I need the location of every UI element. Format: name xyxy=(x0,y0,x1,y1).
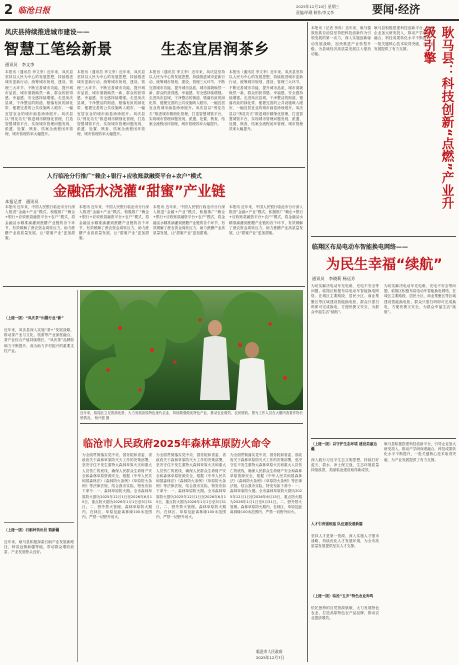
notice-body-col1: 为全面贯彻落实党中央、国务院和省委、省政府关于森林草原防灭火工作的决策部署，坚决守住不发生重特大森林草原火灾和重大人员伤亡的底线，确保人民群众生命财产安全和森林草原资源安全，根据《中华人民共和国森林法》《森林防火条例》《草原防火条例》等法律法规，结合我市实际，特发布如下命令：一、森林草原防火期。全市森林草原防火期为2025年12月1日至2026年6月15日，重点防火期为2026年1月1日至5月31日。二、野外禁火管理。森林草原防火期内，在林区、草原及距离林缘100米范围内，严禁一切野外用火。 xyxy=(82,453,152,520)
section-title: 要闻·经济 xyxy=(372,3,421,16)
article2-byline: 本报记者 通讯员 xyxy=(5,199,39,204)
editor-line: 责编/毕璞 制作/李文李 xyxy=(296,10,334,15)
sidebar-left-title-1: （上接一版）“凤庆茶”出圈行业“新” xyxy=(4,316,64,320)
right-divider-2 xyxy=(311,438,456,439)
section2-kicker: 临翔区布局电动车智能换电网络—— xyxy=(312,244,409,251)
main-column-rule xyxy=(307,22,308,662)
article2-headline: 金融活水浇灌“甜蜜”产业链 xyxy=(53,184,226,200)
article1-headline-left: 智慧工笔绘新景 xyxy=(4,40,113,58)
right-item-title-3: （上接一版）临沧“五乡”特色农业奔鸣 xyxy=(311,594,374,598)
article2-body-col3: 本报讯 近年来，中国人民银行临沧市分行深入推进“金融+产业”模式，积极推广“赖企+银行+应收账款融资平台+农户”模式，将金融活水精准滴灌到蔗糖产业链的各个环节，有效缓解了蔗农资金周转压力，助力蔗糖产业高质量发展，让“甜蜜产业”更加甜蜜。 xyxy=(153,205,225,236)
article-city-construction xyxy=(3,24,305,166)
article2-body-col4: 本报讯 近年来，中国人民银行临沧市分行深入推进“金融+产业”模式，积极推广“赖企+银行+应收账款融资平台+农户”模式，将金融活水精准滴灌到蔗糖产业链的各个环节，有效缓解了蔗农资金周转压力，助力蔗糖产业高质量发展，让“甜蜜产业”更加甜蜜。 xyxy=(229,205,303,236)
farm-greenhouse-photo xyxy=(80,290,303,410)
right-column xyxy=(310,22,457,663)
right-body-top-col2: 耿马县积极搭建科技创新平台，引导企业加大研发投入，推动产学研深度融合，科技成果转化水平不断提升，一批关键核心技术取得突破，为产业发展提供了有力支撑。 xyxy=(374,26,434,51)
date-line: 2025年12月10日 星期三 xyxy=(296,4,340,9)
right-item-body-2: 坚持人才是第一资源，深入实施人才强市战略，持续优化人才发展环境，为全市高质量发展提供坚实人才支撑。 xyxy=(311,534,379,549)
article1-kicker: 凤庆县持续推进城市建设—— xyxy=(5,28,90,36)
right-item-body-1: 深入践行习近平生态文明思想，持续打好蓝天、碧水、净土保卫战，生态环境质量持续改善，美丽临沧建设取得新成效。 xyxy=(311,458,379,473)
divider-2 xyxy=(3,286,305,287)
left-sidebar-rule xyxy=(77,290,78,662)
article1-headline-right: 生态宜居润茶乡 xyxy=(161,40,270,58)
page-number: 2 xyxy=(4,3,14,18)
article2-body-col2: 本报讯 近年来，中国人民银行临沧市分行深入推进“金融+产业”模式，积极推广“赖企+银行+应收账款融资平台+农户”模式，将金融活水精准滴灌到蔗糖产业链的各个环节，有效缓解了蔗农资金周转压力，助力蔗糖产业高质量发展，让“甜蜜产业”更加甜蜜。 xyxy=(79,205,149,241)
right-body-top-col1: 本报讯（记者 李冉）近年来，耿马傣族佤族自治县坚持把科技创新作为引领发展的第一动力，深入实施创新驱动发展战略，加快推进产业转型升级，为县域经济高质量发展注入强劲动能。 xyxy=(311,26,371,57)
right-item-title-1: （上接一版）以守护生态环境 建设美丽边疆 xyxy=(311,442,377,451)
article2-kicker: 人行临沧分行推广“赖企+银行+应收账款融资平台+农户”模式 xyxy=(47,174,202,180)
right-divider-1 xyxy=(311,236,456,237)
right-item-body-3: 依托独特的自然资源禀赋，大力发展特色农业，打造高原特色农产品品牌，推动农业提质增效。 xyxy=(311,606,379,621)
fire-prevention-notice xyxy=(80,425,305,663)
sidebar-left-title-2: （上接一版）石斛种苗出县 销新疆 xyxy=(4,528,60,532)
greenhouse-photo-illustration xyxy=(80,290,303,410)
article1-byline: 通讯员 李文李 xyxy=(5,62,35,67)
masthead xyxy=(0,0,459,24)
notice-body-col3: 为全面贯彻落实党中央、国务院和省委、省政府关于森林草原防灭火工作的决策部署，坚决守住不发生重特大森林草原火灾和重大人员伤亡的底线，确保人民群众生命财产安全和森林草原资源安全，根据《中华人民共和国森林法》《森林防火条例》《草原防火条例》等法律法规，结合我市实际，特发布如下命令：一、森林草原防火期。全市森林草原防火期为2025年12月1日至2026年6月15日，重点防火期为2026年1月1日至5月31日。二、野外禁火管理。森林草原防火期内，在林区、草原及距离林缘100米范围内，严禁一切野外用火。 xyxy=(230,453,302,515)
paper-name: 临沧日报 xyxy=(18,5,50,15)
article1-body-col1: 本报讯（通讯员 李文李）近年来，凤庆县坚持以人民为中心的发展思想，持续推进城市更新行动，统筹城市规划、建设、管理三大环节，不断完善城市功能，提升城市品质，城市面貌焕然一新，群众的获得感、幸福感、安全感持续增强。走进凤庆县城，干净整洁的街道、错落有致的绿化带、便捷完善的公共设施映入眼帘，一幅宜居宜业的城市画卷徐徐展开。凤庆县以“绣花功夫”推进城市精细化管理，打造智慧城管平台，实现城市管理问题发现、派遣、处置、核查、结案全流程闭环管理，城市管理效率大幅提升。 xyxy=(5,70,73,137)
photo-credit: 杨兴强 摄 xyxy=(94,415,110,420)
notice-body-col2: 为全面贯彻落实党中央、国务院和省委、省政府关于森林草原防灭火工作的决策部署，坚决守住不发生重特大森林草原火灾和重大人员伤亡的底线，确保人民群众生命财产安全和森林草原资源安全，根据《中华人民共和国森林法》《森林防火条例》《草原防火条例》等法律法规，结合我市实际，特发布如下命令：一、森林草原防火期。全市森林草原防火期为2025年12月1日至2026年6月15日，重点防火期为2026年1月1日至5月31日。二、野外禁火管理。森林草原防火期内，在林区、草原及距离林缘100米范围内，严禁一切野外用火。 xyxy=(156,453,226,520)
article-finance xyxy=(3,168,305,286)
photo-caption xyxy=(80,411,303,421)
notice-signature: 临沧市人民政府 xyxy=(256,649,283,654)
section2-headline: 为民生幸福“续航” xyxy=(326,257,443,273)
sidebar-left-body-2: 近年来，耿马县积极探索石斛产业发展新路径，种苗远销新疆等地，带动群众增收致富，产业发展势头良好。 xyxy=(4,540,74,555)
notice-date: 2025年12月7日 xyxy=(256,655,285,660)
section2-body-col1: 为切实解决电动车充电难、充电不安全等问题，临翔区积极布局电动车智能换电网络，在城区主要路段、居民小区、商业集聚区等区域建设智能换电柜，群众只需扫码即可完成换电，方便快捷又安全，为群众幸福生活“续航”。 xyxy=(311,284,379,315)
article1-body-col3: 本报讯（通讯员 李文李）近年来，凤庆县坚持以人民为中心的发展思想，持续推进城市更新行动，统筹城市规划、建设、管理三大环节，不断完善城市功能，提升城市品质，城市面貌焕然一新，群众的获得感、幸福感、安全感持续增强。走进凤庆县城，干净整洁的街道、错落有致的绿化带、便捷完善的公共设施映入眼帘，一幅宜居宜业的城市画卷徐徐展开。凤庆县以“绣花功夫”推进城市精细化管理，打造智慧城管平台，实现城市管理问题发现、派遣、处置、核查、结案全流程闭环管理，城市管理效率大幅提升。 xyxy=(149,70,225,127)
sidebar-left-body-1: 近年来，凤庆县深入实施“茶+”发展战略，推动茶产业与文化、旅游等产业深度融合，茶产业综合产值持续增长，“凤庆茶”品牌影响力不断提升，成为助力乡村振兴的重要支柱产业。 xyxy=(4,328,74,353)
article2-body-col1: 本报讯 近年来，中国人民银行临沧市分行深入推进“金融+产业”模式，积极推广“赖企+银行+应收账款融资平台+农户”模式，将金融活水精准滴灌到蔗糖产业链的各个环节，有效缓解了蔗农资金周转压力，助力蔗糖产业高质量发展，让“甜蜜产业”更加甜蜜。 xyxy=(5,205,75,241)
left-sidebar xyxy=(3,288,75,663)
sidebar-left-divider xyxy=(4,522,74,523)
photo-caption-text: 近年来，临翔区立足资源优势，大力发展高原特色现代农业，持续做强做优特色产业，推动农业增效、农民增收。图为工作人员在大棚内查看作物长势情况。 xyxy=(80,411,303,420)
right-item-title-2: 人才引育强根基 队伍建设谱新篇 xyxy=(311,522,363,526)
article1-body-col4: 本报讯（通讯员 李文李）近年来，凤庆县坚持以人民为中心的发展思想，持续推进城市更新行动，统筹城市规划、建设、管理三大环节，不断完善城市功能，提升城市品质，城市面貌焕然一新，群众的获得感、幸福感、安全感持续增强。走进凤庆县城，干净整洁的街道、错落有致的绿化带、便捷完善的公共设施映入眼帘，一幅宜居宜业的城市画卷徐徐展开。凤庆县以“绣花功夫”推进城市精细化管理，打造智慧城管平台，实现城市管理问题发现、派遣、处置、核查、结案全流程闭环管理，城市管理效率大幅提升。 xyxy=(229,70,303,132)
section2-byline: 通讯员 李晓莉 杨远芳 xyxy=(312,276,356,281)
right-continuation-col: 耿马县积极搭建科技创新平台，引导企业加大研发投入，推动产学研深度融合，科技成果转化水平不断提升，一批关键核心技术取得突破，为产业发展提供了有力支撑。 xyxy=(384,442,456,462)
notice-headline: 临沧市人民政府2025年森林草原防火命令 xyxy=(83,439,271,450)
divider-3 xyxy=(80,423,303,424)
section2-body-col2: 为切实解决电动车充电难、充电不安全等问题，临翔区积极布局电动车智能换电网络，在城区主要路段、居民小区、商业集聚区等区域建设智能换电柜，群众只需扫码即可完成换电，方便快捷又安全，为群众幸福生活“续航”。 xyxy=(384,284,456,315)
right-vertical-headline: 耿马县：科技创新“点燃”产业升级引擎 xyxy=(422,26,455,210)
header-rule xyxy=(0,19,459,21)
article1-body-col2: 本报讯（通讯员 李文李）近年来，凤庆县坚持以人民为中心的发展思想，持续推进城市更新行动，统筹城市规划、建设、管理三大环节，不断完善城市功能，提升城市品质，城市面貌焕然一新，群众的获得感、幸福感、安全感持续增强。走进凤庆县城，干净整洁的街道、错落有致的绿化带、便捷完善的公共设施映入眼帘，一幅宜居宜业的城市画卷徐徐展开。凤庆县以“绣花功夫”推进城市精细化管理，打造智慧城管平台，实现城市管理问题发现、派遣、处置、核查、结案全流程闭环管理，城市管理效率大幅提升。 xyxy=(77,70,145,137)
